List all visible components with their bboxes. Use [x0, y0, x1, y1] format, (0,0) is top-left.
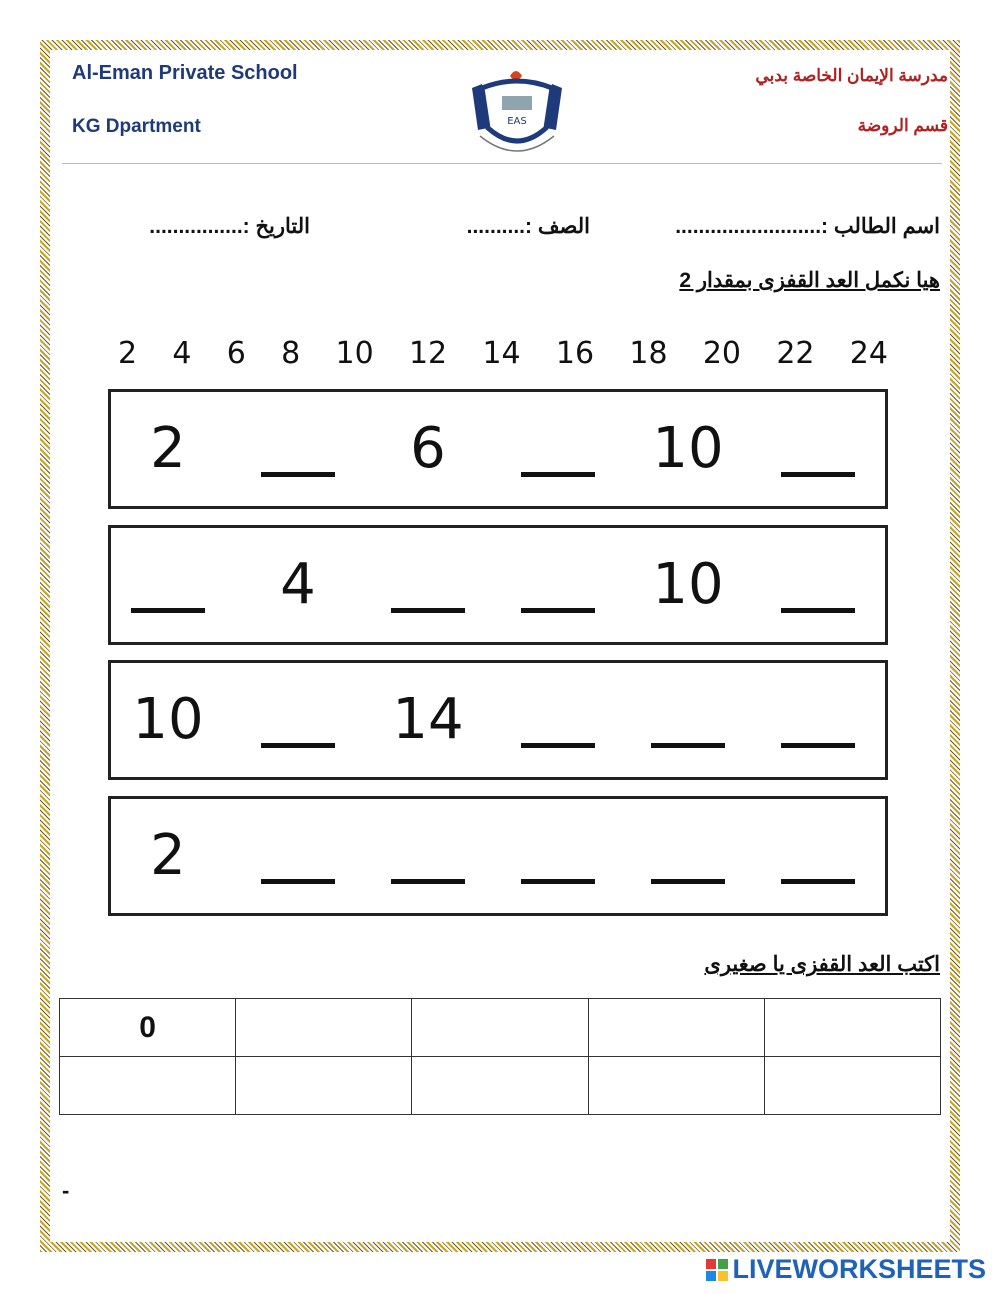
liveworksheets-icon	[706, 1259, 728, 1281]
svg-text:EAS: EAS	[507, 116, 527, 127]
grid-cell-input[interactable]	[60, 1057, 236, 1115]
grid-cell-input[interactable]	[412, 1057, 588, 1115]
answer-blank[interactable]	[261, 743, 335, 748]
department-en: KG Dpartment	[72, 116, 201, 137]
trailing-dash: -	[62, 1178, 70, 1203]
grid-cell-input[interactable]	[412, 999, 588, 1057]
given-number: 6	[410, 416, 446, 481]
given-number: 10	[132, 687, 204, 752]
school-logo-icon	[462, 66, 572, 162]
given-number: 10	[652, 552, 724, 617]
grid-cell-input[interactable]	[588, 1057, 764, 1115]
given-number: 4	[280, 552, 316, 617]
task1-title: هيا نكمل العد القفزى بمقدار 2	[679, 269, 940, 292]
ref-number: 10	[335, 336, 374, 371]
header-divider	[62, 163, 942, 164]
answer-blank[interactable]	[651, 743, 725, 748]
ref-number: 2	[118, 336, 138, 371]
answer-blank[interactable]	[391, 608, 465, 613]
answer-blank[interactable]	[521, 608, 595, 613]
class-field[interactable]: الصف :..........	[466, 215, 590, 238]
skip-count-box	[108, 796, 888, 916]
grid-cell-input[interactable]	[236, 1057, 412, 1115]
ref-number: 16	[555, 336, 595, 371]
answer-blank[interactable]	[391, 879, 465, 884]
skip-count-box	[108, 525, 888, 645]
given-number: 10	[652, 416, 724, 481]
school-name-en: Al-Eman Private School	[72, 62, 298, 84]
ref-number: 20	[702, 336, 742, 371]
answer-blank[interactable]	[651, 879, 725, 884]
grid-cell-input[interactable]	[764, 1057, 940, 1115]
grid-cell-input[interactable]	[236, 999, 412, 1057]
department-ar: قسم الروضة	[857, 116, 948, 135]
grid-cell-input[interactable]	[764, 999, 940, 1057]
school-name-ar: مدرسة الإيمان الخاصة بدبي	[755, 66, 948, 85]
liveworksheets-logo	[706, 1254, 986, 1285]
table-row	[60, 999, 941, 1057]
answer-blank[interactable]	[261, 879, 335, 884]
answer-blank[interactable]	[781, 472, 855, 477]
given-number: 2	[150, 416, 186, 481]
answer-grid	[59, 998, 941, 1115]
given-number: 2	[150, 823, 186, 888]
answer-blank[interactable]	[781, 608, 855, 613]
answer-blank[interactable]	[261, 472, 335, 477]
ref-number: 22	[776, 336, 815, 371]
ref-number: 4	[172, 336, 192, 371]
skip-count-box	[108, 389, 888, 509]
reference-number-line	[118, 336, 888, 371]
grid-cell-input[interactable]	[588, 999, 764, 1057]
ref-number: 8	[281, 336, 301, 371]
answer-blank[interactable]	[521, 879, 595, 884]
answer-blank[interactable]	[131, 608, 205, 613]
ref-number: 24	[849, 336, 888, 371]
answer-blank[interactable]	[521, 472, 595, 477]
brand-text: LIVEWORKSHEETS	[732, 1254, 986, 1284]
grid-cell: 0	[60, 999, 236, 1057]
student-name-field[interactable]: اسم الطالب :.........................	[675, 215, 940, 238]
answer-blank[interactable]	[521, 743, 595, 748]
ref-number: 18	[629, 336, 668, 371]
answer-blank[interactable]	[781, 743, 855, 748]
answer-blank[interactable]	[781, 879, 855, 884]
ref-number: 6	[226, 336, 246, 371]
skip-count-box	[108, 660, 888, 780]
date-field[interactable]: التاريخ :................	[149, 215, 310, 238]
table-row	[60, 1057, 941, 1115]
ref-number: 14	[482, 336, 521, 371]
ref-number: 12	[408, 336, 448, 371]
task2-title: اكتب العد القفزى يا صغيرى	[704, 953, 940, 976]
given-number: 14	[392, 687, 464, 752]
